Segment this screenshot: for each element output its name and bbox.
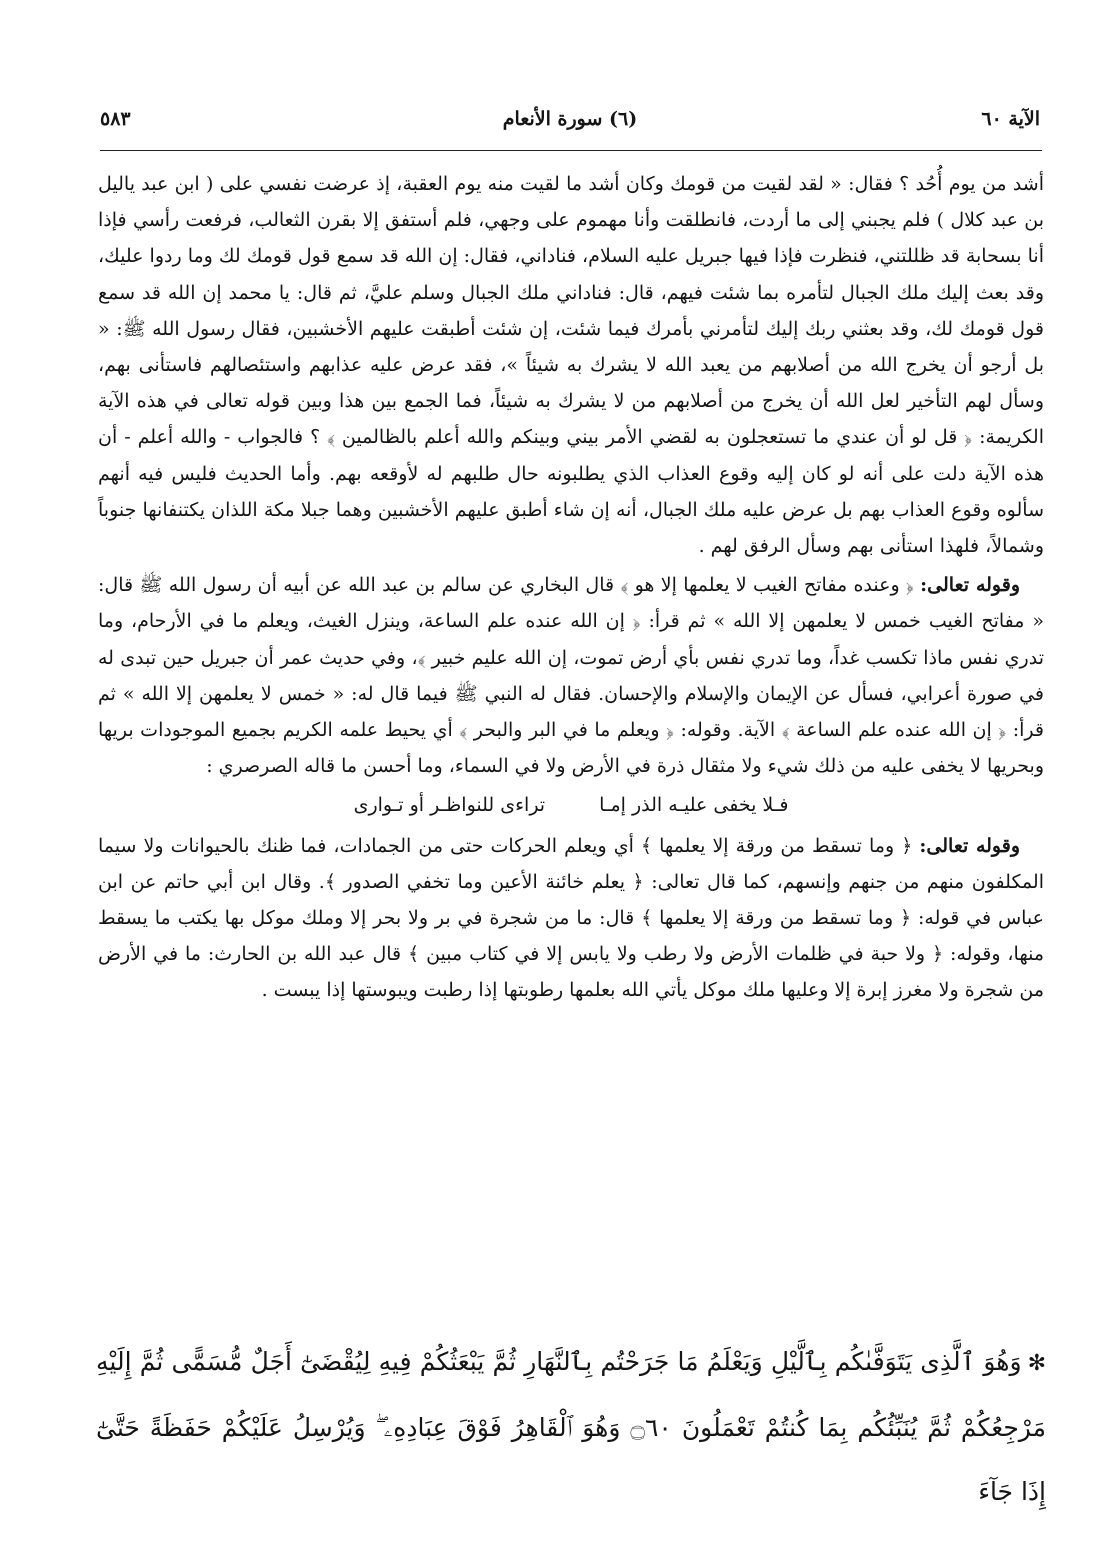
paragraph-2-lead: وقوله تعالى: [920, 574, 1020, 597]
page-number: ٥٨٣ [100, 108, 131, 130]
page-header [100, 108, 1040, 148]
verse-label: الآية ٦٠ [981, 108, 1040, 130]
paragraph-1-text: أشد من يوم أُحُد ؟ فقال: « لقد لقيت من قومك وكان أشد ما لقيت منه يوم العقبة، إذ عرضت نفسي على ( ابن عبد ياليل بن عبد كلال ) فلم يجبني إلى ما أردت، فانطلقت وأنا مهموم على وجهي، فلم أستفق إلا بقرن الثعالب، فرفعت رأسي فإذا أنا بسحابة قد ظللتني، فنظرت فإذا فيها جبريل عليه السلام، فناداني، فقال: إن الله قد سمع قول قومك لك وما ردوا عليك، وقد بعث إليك ملك الجبال لتأمره بما شئت فيهم، قال: فناداني ملك الجبال وسلم عليَّ، ثم قال: يا محمد إن الله قد سمع قول قومك لك، وقد بعثني ربك إليك لتأمرني بأمرك فيما شئت، إن شئت أطبقت عليهم الأخشبين، فقال رسول الله ﷺ: « بل أرجو أن يخرج الله من أصلابهم من يعبد الله لا يشرك به شيئاً »، فقد عرض عليه عذابهم واستئصالهم فاستأنى بهم، وسأل لهم التأخير لعل الله أن يخرج من أصلابهم من لا يشرك به شيئاً، فما الجمع بين هذا وبين قوله تعالى في هذه الآية الكريمة: ﴿ قل لو أن عندي ما تستعجلون به لقضي الأمر بيني وبينكم والله أعلم بالظالمين ﴾ ؟ فالجواب - والله أعلم - أن هذه الآية دلت على أنه لو كان إليه وقوع العذاب الذي يطلبونه حال طلبهم له لأوقعه بهم. وأما الحديث فليس فيه أنهم سألوه وقوع العذاب بهم بل عرض عليه ملك الجبال، أنه إن شاء أطبق عليهم الأخشبين وهما جبلا مكة اللذان يكتنفانها جنوباً وشمالاً، فلهذا استأنى بهم وسأل الرفق لهم . [98, 173, 1044, 558]
surah-title: (٦) سورة الأنعام [502, 108, 638, 130]
paragraph-1 [98, 166, 1044, 564]
paragraph-3-lead: وقوله تعالى: [919, 834, 1020, 857]
quran-verse-text-block [96, 1330, 1046, 1524]
poem-hemistich-left: تراءى للنواظـر أو تـوارى [353, 794, 546, 817]
poem-hemistich-right: فـلا يخفى عليـه الذر إمـا [599, 794, 789, 817]
poem-verse [98, 787, 1044, 823]
paragraph-3 [98, 828, 1044, 1009]
quran-verse-text: وَهُوَ ٱلَّذِى يَتَوَفَّىٰكُم بِٱلَّيْلِ وَيَعْلَمُ مَا جَرَحْتُم بِٱلنَّهَارِ ثُمَّ يَبْعَثُكُمْ فِيهِ لِيُقْضَىٰٓ أَجَلٌ مُّسَمًّى ثُمَّ إِلَيْهِ مَرْجِعُكُمْ ثُمَّ يُنَبِّئُكُم بِمَا كُنتُمْ تَعْمَلُونَ ۝٦٠ وَهُوَ ٱلْقَاهِرُ فَوْقَ عِبَادِهِۦ ۖ وَيُرْسِلُ عَلَيْكُمْ حَفَظَةً حَتَّىٰٓ إِذَا جَآءَ [96, 1347, 1046, 1506]
paragraph-2-text: ﴿ وعنده مفاتح الغيب لا يعلمها إلا هو ﴾ قال البخاري عن سالم بن عبد الله عن أبيه أن رسول الله ﷺ قال: « مفاتح الغيب خمس لا يعلمهن إلا الله » ثم قرأ: ﴿ إن الله عنده علم الساعة، وينزل الغيث، ويعلم ما في الأرحام، وما تدري نفس ماذا تكسب غداً، وما تدري نفس بأي أرض تموت، إن الله عليم خبير ﴾، وفي حديث عمر أن جبريل حين تبدى له في صورة أعرابي، فسأل عن الإيمان والإسلام والإحسان. فقال له النبي ﷺ فيما قال له: « خمس لا يعلمهن إلا الله » ثم قرأ: ﴿ إن الله عنده علم الساعة ﴾ الآية. وقوله: ﴿ ويعلم ما في البر والبحر ﴾ أي يحيط علمه الكريم بجميع الموجودات بريها وبحريها لا يخفى عليه من ذلك شيء ولا مثقال ذرة في الأرض ولا في السماء، وما أحسن ما قاله الصرصري : [98, 574, 1044, 778]
paragraph-2 [98, 567, 1044, 784]
paragraph-3-text: ﴿ وما تسقط من ورقة إلا يعلمها ﴾ أي ويعلم الحركات حتى من الجمادات، فما ظنك بالحيوانات ولا سيما المكلفون منهم من جنهم وإنسهم، كما قال تعالى: ﴿ يعلم خائنة الأعين وما تخفي الصدور ﴾. وقال ابن أبي حاتم عن ابن عباس في قوله: ﴿ وما تسقط من ورقة إلا يعلمها ﴾ قال: ما من شجرة في بر ولا بحر إلا وملك موكل بها يكتب ما يسقط منها، وقوله: ﴿ ولا حبة في ظلمات الأرض ولا رطب ولا يابس إلا في كتاب مبين ﴾ قال عبد الله بن الحارث: ما في الأرض من شجرة ولا مغرز إبرة إلا وعليها ملك موكل يأتي الله بعلمها رطوبتها إذا رطبت ويبوستها إذا يبست . [98, 834, 1044, 1002]
star-icon: ✻ [1027, 1351, 1046, 1376]
commentary-text [98, 166, 1044, 1012]
quran-verses [96, 1330, 1046, 1524]
header-rule [100, 150, 1042, 151]
